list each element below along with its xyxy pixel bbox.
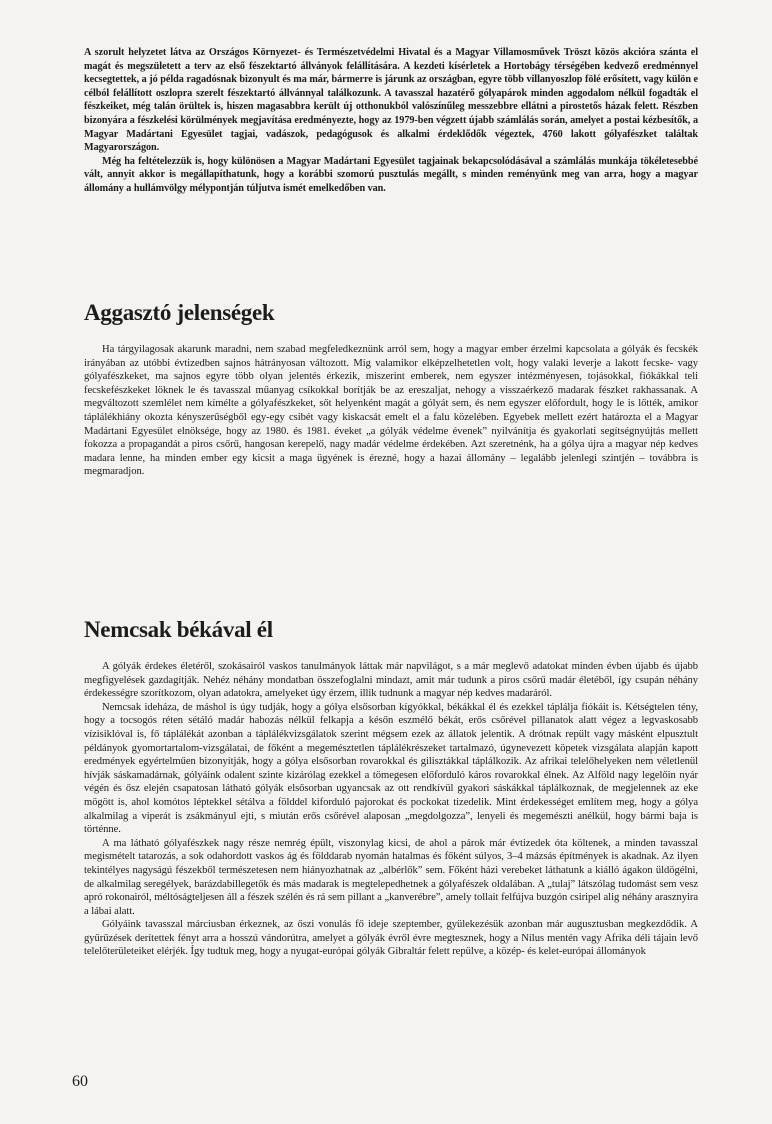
section-heading-nemcsak: Nemcsak békával él [84, 617, 273, 642]
nemcsak-paragraph-4: Gólyáink tavasszal márciusban érkeznek, az őszi vonulás fő ideje szeptember, gyülekezésük azonban már augusztusban megkezdődik. A gyűrűzések derítettek fényt arra a hosszú vándorútra, amelyet a gólyák évről évre megtesznek, hogy a Nílus mentén vagy Afrika déli tájain levő telelőterületeiket elérjék. Így tudtuk meg, hogy a nyugat-európai gólyák Gibraltár felett repülve, a közép- és kelet-európai állományok [84, 919, 698, 958]
intro-paragraph-2: Még ha feltételezzük is, hogy különösen a Magyar Madártani Egyesület tagjainak bekapcsolódásával a számlálás munkája tökéletesebbé vált, annyit akkor is megállapíthatunk, hogy a korábbi szomorú pusztulás megállt, s minden reményünk meg van arra, hogy a magyar állomány a hullámvölgy mélypontján túljutva ismét emelkedőben van. [84, 155, 698, 194]
section-body-nemcsak [84, 660, 698, 959]
intro-block [84, 46, 698, 196]
nemcsak-paragraph-2: Nemcsak ideháza, de máshol is úgy tudják, hogy a gólya elsősorban kígyókkal, békákkal él és ezekkel táplálja fiókáit is. Kétségtelen tény, hogy a tocsogós réten sétáló madár habozás nélkül felkapja a későn eszmélő békát, erős csőrével pillanatok alatt végez a legvaskosabb vízisiklóval is, fő táplálékát azonban a táplálékvizsgálatok szerint mégsem ezek az állatok jelentik. A drótnak repült vagy másként elpusztult példányok gyomortartalom-vizsgálatai, de főként a megemésztetlen táplálékrészeket tartalmazó, úgynevezett köpetek vizsgálata alapján kapott eredmények egyértelműen bizonyítják, hogy a gólya elsősorban rovarokkal és gilisztákkal táplálkozik. Az afrikai telelőhelyeken nem véletlenül hívják sáskamadárnak, gólyáink odalent szinte kizárólag ezekkel a tömegesen előforduló káros rovarokkal élnek. Az Alföld nagy legelőin nyár végén és ősz elején csapatosan látható gólyák elsősorban ugyancsak az ott rendkívül gyakori sáskákkal táplálkoznak, de megjelennek az eke mögött is, ahol komótos léptekkel sétálva a földdel kiforduló pajorokat és pockokat tizedelik. Mint érdekességet említem meg, hogy a gólya alkalmilag a viperát is zsákmányul ejti, s miután erős csőrével alaposan „megdolgozza”, lenyeli és megemészti anélkül, hogy bármi baja is történne. [84, 701, 698, 836]
page-content [84, 46, 698, 958]
nemcsak-paragraph-1: A gólyák érdekes életéről, szokásairól vaskos tanulmányok láttak már napvilágot, s a már meglevő adatokat minden évben újabb és újabb megfigyelések gazdagítják. Nehéz néhány mondatban összefoglalni mindazt, amit már tudunk a piros csőrű madár életéből, így csupán néhány érdekességre szorítkozom, olyan adatokra, amelyeket úgy érzem, illik tudnunk a magyar nép kedves madaráról. [84, 661, 698, 700]
intro-paragraph-1: A szorult helyzetet látva az Országos Környezet- és Természetvédelmi Hivatal és a Magyar Villamosművek Tröszt közös akcióra szánta el magát és megszületett a terv az első fészektartó állványok felállítására. A kezdeti kísérletek a Hortobágy térségében kedvező eredménnyel kecsegtettek, a jó példa ragadósnak bizonyult és ma már, bármerre is járunk az országban, egyre több villanyoszlop fölé erősített, vagy külön e célból felállított oszlopra szerelt fészektartó állvánnyal találkozunk. A tavasszal hazatérő gólyapárok minden aggodalom nélkül fogadták el fészkeiket, még talán örültek is, hiszen magasabbra került új otthonukból valószínűleg messzebbre ellátni a pirostetős házak felett. Részben bizonyára a fészkelési körülmények megjavítása eredményezte, hogy az 1979-ben végzett újabb számlálás során, amelyet a postai kézbesítők, a Magyar Madártani Egyesület tagjai, vadászok, pedagógusok és alkalmi érdeklődők végeztek, 4760 lakott gólyafészket találtak Magyarországon. [84, 47, 698, 154]
nemcsak-paragraph-3: A ma látható gólyafészkek nagy része nemrég épült, viszonylag kicsi, de ahol a párok már évtizedek óta költenek, a minden tavasszal megismételt tatarozás, a sok odahordott vaskos ág és földdarab nyomán hatalmas és főként súlyos, 3–4 mázsás építmények is akadnak. Az ilyen tekintélyes nagyságú fészekből természetesen nem hiányozhatnak az „albérlők” sem. Főként házi verebeket láthatunk a kiálló ágakon üldögélni, de alkalmilag seregélyek, barázdabillegetők és más madarak is megtelepedhetnek a gólyafészek oldalában. A „tulaj” látszólag tudomást sem vesz apró rokonairól, méltóságteljesen áll a fészek szélén és rá sem pillant a „kanverébre”, amely tollait felfújva buzgón csiripel alig néhány arasznyira a lábai alatt. [84, 837, 698, 917]
section-body-aggaszto [84, 343, 698, 479]
aggaszto-paragraph-1: Ha tárgyilagosak akarunk maradni, nem szabad megfeledkeznünk arról sem, hogy a magyar ember érzelmi kapcsolata a gólyák és fecskék irányában az utóbbi évtizedben sajnos hátrányosan változott. Míg valamikor elképzelhetetlen volt, hogy valaki leverje a lakott fecske- vagy gólyafészkeket, ma sajnos egyre több olyan jelentés érkezik, miszerint emberek, nem egyszer intézményesen, tojásokkal, fiókákkal teli fecskefészkeket löknek le és tavasszal műanyag csíkokkal borítják be az ereszaljat, nehogy a visszaérkező madarak fészket rakhassanak. A megváltozott szemlélet nem kímélte a gólyafészkeket, sőt helyenként magát a gólyát sem, és nem egyszer előfordult, hogy le is lőtték, amikor táplálékhiány okozta kényszerűségből egy-egy csibét vagy kiskacsát emelt el a falu közelében. Egyebek mellett ezért határozta el a Magyar Madártani Egyesület elnöksége, hogy az 1980. és 1981. éveket „a gólyák védelme évenek” nyilvánítja és gyakorlati segítségnyújtás mellett fokozza a propagandát a piros csőrű, hangosan kerepelő, nagy madár védelme érdekében. Azt szeretnénk, ha a gólya újra a magyar nép kedves madara lenne, ha minden ember egy kicsit a maga ügyének is érezné, hogy a hazai állomány – legalább jelenlegi szintjén – továbbra is megmaradjon. [84, 344, 698, 478]
page-number: 60 [72, 1073, 88, 1090]
section-heading-aggaszto: Aggasztó jelenségek [84, 300, 275, 325]
